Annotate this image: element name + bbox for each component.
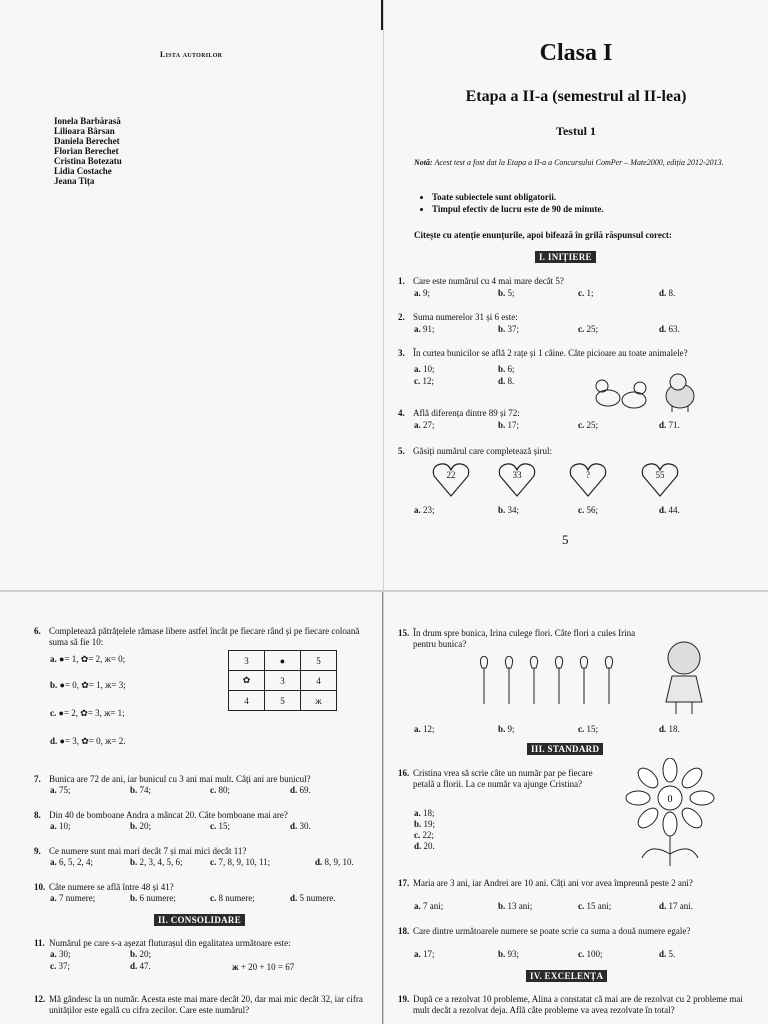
question-text: Suma numerelor 31 și 6 este: (413, 312, 518, 322)
option-a[interactable]: a. 91; (414, 324, 435, 334)
section-badge: III. STANDARD (527, 743, 603, 755)
question: 12. Mă gândesc la un număr. Acesta este mai mare decât 20, dar mai mic decât 32, iar cifra unităților este egală cu cifra zecilor. Care este numărul? (34, 994, 363, 1015)
question: 17. Maria are 3 ani, iar Andrei are 10 ani. Câți ani vor avea împreună peste 2 ani? (398, 878, 693, 888)
balloon-icon: ● (59, 654, 65, 664)
question-text: Găsiți numărul care completează șirul: (413, 446, 552, 456)
question-text: Află diferența dintre 89 și 72: (413, 408, 520, 418)
binding-mark (381, 0, 383, 30)
author: Lilioara Bârsan (54, 126, 115, 136)
option-c[interactable]: c. 80; (210, 785, 231, 795)
option-d[interactable]: d. 47. (130, 961, 151, 971)
flower-illustration (620, 758, 730, 868)
option-d[interactable]: d. 44. (659, 505, 680, 515)
question: 8. Din 40 de bomboane Andra a mâncat 20. Câte bomboane mai are? (34, 810, 288, 820)
author: Daniela Berechet (54, 136, 120, 146)
option-c[interactable]: c. 25; (578, 324, 599, 334)
girl-illustration (654, 636, 714, 716)
option-c[interactable]: c. 22; (414, 830, 435, 840)
option-a[interactable]: a. 30; (50, 949, 71, 959)
question-number: 6. (34, 626, 41, 636)
option-b[interactable]: b. 20; (130, 821, 152, 831)
page-questions-6-12 (0, 592, 383, 1024)
option-d[interactable]: d. ●= 3, ✿= 0, ж= 2. (50, 736, 126, 746)
question (398, 408, 748, 419)
option-b[interactable]: b. 17; (498, 420, 520, 430)
question: 15. În drum spre bunica, Irina culege flori. Câte flori a cules Irina pentru bunica? (398, 628, 636, 649)
heart-value: 33 (512, 470, 522, 480)
option-c[interactable]: c. 12; (414, 376, 435, 386)
option-d[interactable]: d. 30. (290, 821, 311, 831)
flower-icon: ✿ (229, 671, 265, 691)
section-badge: I. INIȚIERE (535, 251, 596, 263)
option-d[interactable]: d. 71. (659, 420, 680, 430)
heart-value: ? (586, 470, 590, 480)
option-c[interactable]: c. 15; (210, 821, 231, 831)
butterfly-icon: ж (105, 680, 112, 690)
question: 9. Ce numere sunt mai mari decât 7 și mai mici decât 11? (34, 846, 247, 856)
option-a[interactable]: a. 17; (414, 949, 435, 959)
option-a[interactable]: a. ●= 1, ✿= 2, ж= 0; (50, 654, 126, 664)
option-c[interactable]: c. 15 ani; (578, 901, 612, 911)
option-a[interactable]: a. 10; (50, 821, 71, 831)
option-a[interactable]: a. 23; (414, 505, 435, 515)
option-b[interactable]: b. 13 ani; (498, 901, 533, 911)
butterfly-icon: ж (232, 962, 239, 972)
option-a[interactable]: a. 27; (414, 420, 435, 430)
option-d[interactable]: d. 5. (659, 949, 676, 959)
option-d[interactable]: d. 63. (659, 324, 680, 334)
heart-value: 55 (655, 470, 665, 480)
class-title: Clasa I (539, 40, 613, 66)
option-b[interactable]: b. 6 numere; (130, 893, 176, 903)
question-number: 3. (398, 348, 405, 358)
heart-box (497, 462, 537, 498)
option-b[interactable]: b. 2, 3, 4, 5, 6; (130, 857, 183, 867)
flower-icon: ✿ (81, 736, 89, 746)
butterfly-icon: ж (104, 654, 111, 664)
question (398, 446, 748, 457)
question-text: Care este numărul cu 4 mai mare decât 5? (413, 276, 564, 286)
sum-grid: 3 ● 5 ✿ 3 4 4 5 ж (228, 650, 337, 711)
section-badge: IV. EXCELENȚA (526, 970, 607, 982)
flower-icon: ✿ (80, 708, 88, 718)
option-a[interactable]: a. 6, 5, 2, 4; (50, 857, 94, 867)
rule: • Toate subiectele sunt obligatorii. (432, 191, 604, 203)
option-c[interactable]: c. 7, 8, 9, 10, 11; (210, 857, 271, 867)
flower-icon: ✿ (80, 654, 89, 664)
heart-box (568, 462, 608, 498)
balloon-icon: ● (59, 736, 65, 746)
option-a[interactable]: a. 7 ani; (414, 901, 444, 911)
question (398, 312, 748, 323)
balloon-icon: ● (58, 708, 64, 718)
question: 18. Care dintre următoarele numere se poate scrie ca suma a două numere egale? (398, 926, 691, 936)
flower-center-value: 0 (667, 794, 673, 805)
note (414, 158, 734, 168)
butterfly-icon: ж (104, 708, 111, 718)
option-c[interactable]: c. ●= 2, ✿= 3, ж= 1; (50, 708, 125, 718)
rule: • Timpul efectiv de lucru este de 90 de minute. (432, 203, 604, 215)
heart-box (640, 462, 680, 498)
option-c[interactable]: c. 100; (578, 949, 603, 959)
option-a[interactable]: a. 12; (414, 724, 435, 734)
butterfly-icon: ж (301, 691, 337, 711)
question-text: Completează pătrățelele rămase libere astfel încât pe fiecare rând și pe fiecare coloană suma să fie 10: (49, 626, 360, 647)
option-b[interactable]: b. 34; (498, 505, 520, 515)
test-title: Testul 1 (556, 124, 596, 138)
question: 19. După ce a rezolvat 10 probleme, Alina a constatat că mai are de rezolvat cu 2 probleme mai mult decât a rezolvat deja. Află câte probleme va avea rezolvate în total? (398, 994, 743, 1015)
question (398, 348, 758, 359)
page-lista-autorilor (0, 0, 383, 590)
option-b[interactable]: b. 9; (498, 724, 515, 734)
option-b[interactable]: b. 74; (130, 785, 152, 795)
option-d[interactable]: d. 8, 9, 10. (315, 857, 354, 867)
option-d[interactable]: d. 18. (659, 724, 680, 734)
balloon-icon: ● (265, 651, 301, 671)
question: 16. Cristina vrea să scrie câte un număr par pe fiecare petală a florii. La ce număr va ajunge Cristina? (398, 768, 593, 789)
author: Florian Berechet (54, 146, 119, 156)
q11-equation: ж + 20 + 10 = 67 (232, 962, 295, 972)
option-d[interactable]: d. 8. (498, 376, 515, 386)
author: Cristina Botezatu (54, 156, 122, 166)
option-c[interactable]: c. 1; (578, 288, 594, 298)
option-b[interactable]: b. 37; (498, 324, 520, 334)
option-d[interactable]: d. 5 numere. (290, 893, 336, 903)
option-a[interactable]: a. 9; (414, 288, 431, 298)
question: 10. Câte numere se află între 48 și 41? (34, 882, 174, 892)
heart-value: 22 (446, 470, 456, 480)
question: 11. Numărul pe care s-a așezat fluturașul din egalitatea următoare este: (34, 938, 291, 948)
question-number: 1. (398, 276, 405, 286)
question (398, 276, 748, 287)
question: 7. Bunica are 72 de ani, iar bunicul cu 3 ani mai mult. Câți ani are bunicul? (34, 774, 311, 784)
author: Jeana Tița (54, 176, 95, 186)
balloon-icon: ● (59, 680, 65, 690)
option-d[interactable]: d. 8. (659, 288, 676, 298)
tulips-illustration (472, 656, 622, 706)
flower-icon: ✿ (81, 680, 89, 690)
option-c[interactable]: c. 8 numere; (210, 893, 255, 903)
page-clasa-i (384, 0, 768, 590)
instructions: Citește cu atenție enunțurile, apoi bifează în grilă răspunsul corect: (414, 230, 672, 240)
option-a[interactable]: a. 10; (414, 364, 435, 374)
page-number: 5 (562, 532, 569, 547)
option-c[interactable]: c. 15; (578, 724, 599, 734)
heart-box (431, 462, 471, 498)
page-divider (382, 592, 383, 1024)
ducks-dog-illustration (592, 372, 702, 412)
option-b[interactable]: b. 5; (498, 288, 515, 298)
option-b[interactable]: b. 19; (414, 819, 436, 829)
question-number: 2. (398, 312, 405, 322)
option-d[interactable]: d. 20. (414, 841, 435, 851)
stage-title: Etapa a II-a (semestrul al II-lea) (465, 88, 687, 105)
option-b[interactable]: b. 20; (130, 949, 152, 959)
option-b[interactable]: b. 93; (498, 949, 520, 959)
note-label: Notă: (414, 158, 433, 167)
author: Lidia Costache (54, 166, 112, 176)
authors-list (54, 116, 122, 186)
question (34, 626, 374, 648)
lista-title: Lista autorilor (160, 50, 223, 59)
option-b[interactable]: b. 6; (498, 364, 515, 374)
option-b[interactable]: b. ●= 0, ✿= 1, ж= 3; (50, 680, 126, 690)
option-a[interactable]: a. 7 numere; (50, 893, 96, 903)
butterfly-icon: ж (105, 736, 112, 746)
section-badge: II. CONSOLIDARE (154, 914, 245, 926)
page-questions-15-19 (384, 592, 768, 1024)
option-c[interactable]: c. 37; (50, 961, 71, 971)
note-text: Acest test a fost dat la Etapa a II-a a Concursului ComPer – Mate2000, ediția 2012-2013. (434, 158, 724, 167)
option-c[interactable]: c. 56; (578, 505, 599, 515)
question-text: În curtea bunicilor se află 2 rațe și 1 câine. Câte picioare au toate animalele? (413, 348, 688, 358)
option-a[interactable]: a. 18; (414, 808, 435, 818)
option-a[interactable]: a. 75; (50, 785, 71, 795)
author: Ionela Barbărasă (54, 116, 121, 126)
option-c[interactable]: c. 25; (578, 420, 599, 430)
option-d[interactable]: d. 17 ani. (659, 901, 694, 911)
option-d[interactable]: d. 69. (290, 785, 311, 795)
question-number: 4. (398, 408, 405, 418)
rules-list (424, 191, 604, 215)
question-number: 5. (398, 446, 405, 456)
